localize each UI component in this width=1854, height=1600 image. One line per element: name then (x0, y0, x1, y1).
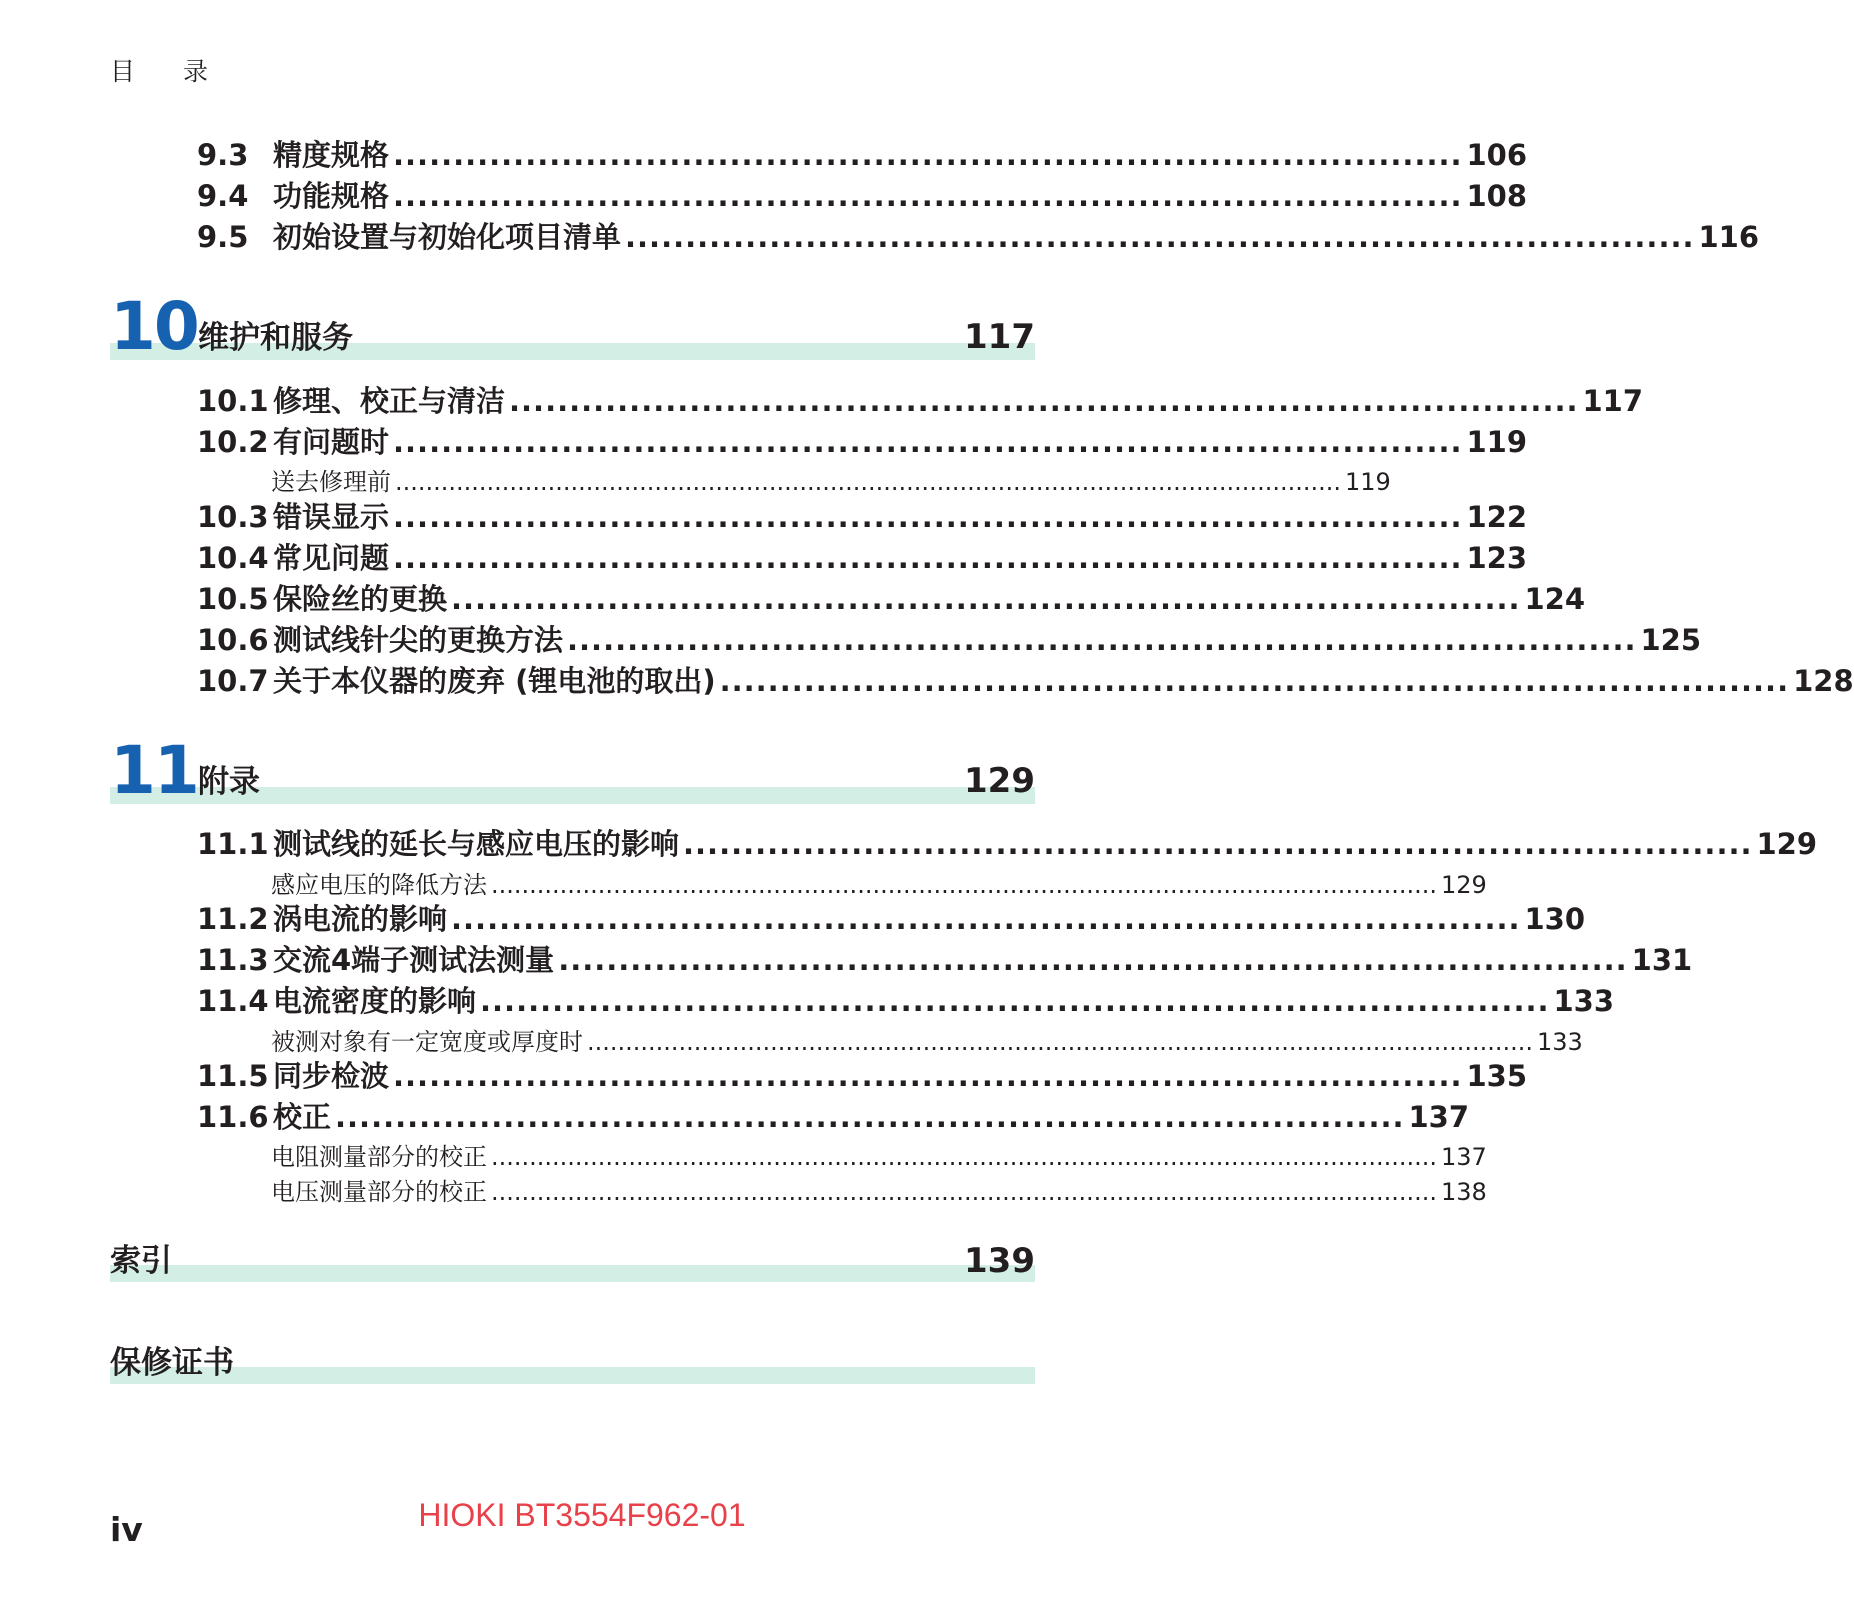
document-code-watermark: HIOKI BT3554F962-01 (418, 1497, 746, 1533)
entry-number: 10.5 (197, 582, 269, 616)
entry-title: 测试线针尖的更换方法 (273, 623, 564, 657)
entry-page: 138 (1440, 1178, 1487, 1206)
warranty-heading[interactable] (110, 1334, 1035, 1384)
leader-dots: ......................................................................................... (480, 984, 1550, 1018)
leader-dots: ......................................................................................... (451, 902, 1521, 936)
page-folio: iv (110, 1510, 143, 1549)
entry-page: 129 (1756, 827, 1818, 861)
entry-number: 9.5 (197, 220, 249, 254)
toc-subentry-11-1-a[interactable] (271, 865, 1487, 899)
entry-number: 10.1 (197, 384, 269, 418)
entry-number: 9.4 (197, 179, 249, 213)
leader-dots: ......................................................................................... (567, 623, 1637, 657)
entry-page: 133 (1553, 984, 1615, 1018)
entry-page: 116 (1698, 220, 1760, 254)
toc-entry-9-5[interactable] (197, 215, 1760, 255)
section-page: 139 (964, 1241, 1035, 1281)
entry-title: 精度规格 (273, 138, 390, 172)
entry-page: 137 (1440, 1143, 1487, 1171)
entry-number: 10.4 (197, 541, 269, 575)
toc-subentry-10-2-a[interactable] (271, 462, 1391, 496)
chapter-10-heading[interactable] (110, 288, 1035, 365)
entry-title: 同步检波 (273, 1059, 390, 1093)
entry-page: 131 (1631, 943, 1693, 977)
chapter-number: 10 (110, 288, 198, 365)
entry-page: 135 (1466, 1059, 1528, 1093)
entry-page: 117 (1582, 384, 1644, 418)
leader-dots: ............................................................................................................................ (587, 1028, 1533, 1056)
entry-title: 交流4端子测试法测量 (273, 943, 555, 977)
leader-dots: ......................................................................................... (335, 1100, 1405, 1134)
leader-dots: ......................................................................................... (393, 541, 1463, 575)
toc-subentry-11-4-a[interactable] (271, 1022, 1583, 1056)
chapter-title: 附录 (198, 764, 260, 800)
leader-dots: ......................................................................................... (393, 138, 1463, 172)
entry-page: 106 (1466, 138, 1528, 172)
entry-title: 电流密度的影响 (273, 984, 477, 1018)
toc-entry-10-6[interactable] (197, 618, 1702, 658)
leader-dots: ......................................................................................... (683, 827, 1753, 861)
chapter-page: 129 (964, 761, 1035, 801)
entry-title: 测试线的延长与感应电压的影响 (273, 827, 680, 861)
toc-entry-10-2[interactable] (197, 420, 1528, 460)
toc-header: 目 录 (110, 57, 228, 86)
toc-subentry-11-6-a[interactable] (271, 1137, 1487, 1171)
entry-page: 108 (1466, 179, 1528, 213)
leader-dots: ......................................................................................... (393, 1059, 1463, 1093)
entry-page: 137 (1408, 1100, 1470, 1134)
entry-number: 10.2 (197, 425, 269, 459)
entry-number: 10.7 (197, 664, 269, 698)
toc-entry-11-5[interactable] (197, 1054, 1528, 1094)
entry-title: 初始设置与初始化项目清单 (273, 220, 622, 254)
entry-title: 电压测量部分的校正 (271, 1178, 487, 1206)
toc-entry-10-4[interactable] (197, 536, 1528, 576)
entry-page: 119 (1466, 425, 1528, 459)
entry-page: 133 (1536, 1028, 1583, 1056)
entry-page: 122 (1466, 500, 1528, 534)
toc-entry-10-7[interactable] (197, 659, 1854, 699)
entry-title: 被测对象有一定宽度或厚度时 (271, 1028, 583, 1056)
heading-band (110, 1367, 1035, 1384)
leader-dots: ......................................................................................... (393, 425, 1463, 459)
entry-page: 130 (1524, 902, 1586, 936)
index-heading[interactable] (110, 1232, 1035, 1282)
entry-number: 10.3 (197, 500, 269, 534)
leader-dots: ............................................................................................................................ (491, 1143, 1437, 1171)
leader-dots: ......................................................................................... (509, 384, 1579, 418)
entry-number: 11.6 (197, 1100, 269, 1134)
toc-entry-10-3[interactable] (197, 495, 1528, 535)
entry-number: 10.6 (197, 623, 269, 657)
section-title: 保修证书 (110, 1345, 234, 1381)
entry-title: 错误显示 (273, 500, 390, 534)
leader-dots: ............................................................................................................................ (491, 1178, 1437, 1206)
entry-title: 修理、校正与清洁 (273, 384, 506, 418)
entry-page: 125 (1640, 623, 1702, 657)
toc-subentry-11-6-b[interactable] (271, 1172, 1487, 1206)
entry-page: 124 (1524, 582, 1586, 616)
leader-dots: ......................................................................................... (719, 664, 1790, 698)
entry-title: 电阻测量部分的校正 (271, 1143, 487, 1171)
entry-number: 11.5 (197, 1059, 269, 1093)
entry-title: 保险丝的更换 (273, 582, 448, 616)
toc-entry-11-4[interactable] (197, 979, 1615, 1019)
entry-title: 功能规格 (273, 179, 390, 213)
chapter-title: 维护和服务 (198, 320, 353, 356)
toc-entry-11-6[interactable] (197, 1095, 1470, 1135)
entry-title: 常见问题 (273, 541, 390, 575)
leader-dots: ......................................................................................... (558, 943, 1628, 977)
entry-page: 119 (1344, 468, 1391, 496)
leader-dots: ......................................................................................... (625, 220, 1695, 254)
entry-number: 11.2 (197, 902, 269, 936)
toc-entry-10-1[interactable] (197, 379, 1644, 419)
chapter-page: 117 (964, 317, 1035, 357)
toc-entry-10-5[interactable] (197, 577, 1586, 617)
toc-entry-11-3[interactable] (197, 938, 1693, 978)
leader-dots: ......................................................................................... (393, 500, 1463, 534)
toc-entry-11-1[interactable] (197, 822, 1818, 862)
entry-number: 11.4 (197, 984, 269, 1018)
heading-band (110, 1265, 1035, 1282)
entry-title: 涡电流的影响 (273, 902, 448, 936)
toc-entry-11-2[interactable] (197, 897, 1586, 937)
toc-entry-9-4[interactable] (197, 174, 1528, 214)
leader-dots: ......................................................................................... (451, 582, 1521, 616)
entry-page: 128 (1793, 664, 1854, 698)
entry-number: 11.1 (197, 827, 269, 861)
entry-title: 校正 (273, 1100, 332, 1134)
chapter-11-heading[interactable] (110, 732, 1035, 809)
entry-number: 9.3 (197, 138, 249, 172)
entry-title: 感应电压的降低方法 (271, 871, 487, 899)
toc-entry-9-3[interactable] (197, 133, 1528, 173)
chapter-number: 11 (110, 732, 198, 809)
entry-title: 有问题时 (273, 425, 390, 459)
section-title: 索引 (110, 1243, 172, 1279)
entry-page: 129 (1440, 871, 1487, 899)
entry-page: 123 (1466, 541, 1528, 575)
entry-number: 11.3 (197, 943, 269, 977)
entry-title: 送去修理前 (271, 468, 391, 496)
entry-title: 关于本仪器的废弃 (锂电池的取出) (273, 664, 716, 698)
leader-dots: ............................................................................................................................ (491, 871, 1437, 899)
leader-dots: ......................................................................................... (393, 179, 1463, 213)
leader-dots: ............................................................................................................................ (395, 468, 1341, 496)
